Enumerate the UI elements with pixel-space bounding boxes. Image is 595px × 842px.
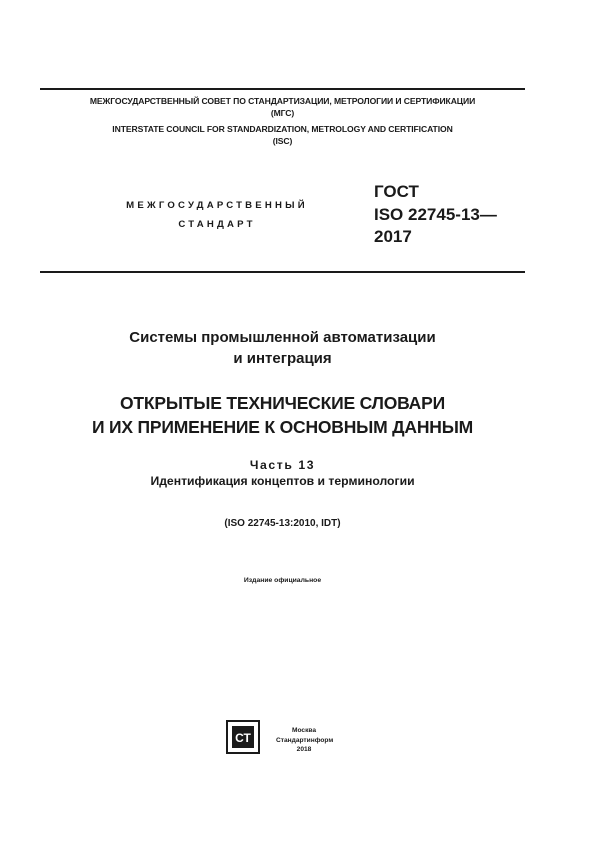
publisher-imprint xyxy=(276,726,332,755)
council-name-ru xyxy=(40,96,525,119)
standard-kind-line2: СТАНДАРТ xyxy=(178,219,256,230)
standard-designation xyxy=(374,181,497,249)
document-title xyxy=(40,392,525,439)
council-name-ru-line: МЕЖГОСУДАРСТВЕННЫЙ СОВЕТ ПО СТАНДАРТИЗАЦИИ, МЕТРОЛОГИИ И СЕРТИФИКАЦИИ xyxy=(89,96,476,106)
publication-year: 2018 xyxy=(296,746,312,754)
standard-kind-line1: МЕЖГОСУДАРСТВЕННЫЙ xyxy=(126,200,308,211)
iso-reference: (ISO 22745-13:2010, IDT) xyxy=(224,518,341,529)
publisher-city: Москва xyxy=(291,727,317,734)
bottom-rule xyxy=(40,271,525,273)
part-title: Идентификация концептов и терминологии xyxy=(150,474,415,488)
part-label: Часть 13 xyxy=(249,458,316,472)
council-abbr-ru: (МГС) xyxy=(270,107,295,118)
standard-year: 2017 xyxy=(374,227,412,246)
series-title xyxy=(40,327,525,369)
publisher-name: Стандартинформ xyxy=(276,736,334,744)
series-title-line1: Системы промышленной автоматизации xyxy=(129,329,436,346)
document-title-line1: ОТКРЫТЫЕ ТЕХНИЧЕСКИЕ СЛОВАРИ xyxy=(120,393,445,413)
council-name-en-line: INTERSTATE COUNCIL FOR STANDARDIZATION, METROLOGY AND CERTIFICATION xyxy=(112,124,453,134)
part-heading xyxy=(40,457,525,489)
publisher-logo-icon xyxy=(226,720,260,754)
standard-kind xyxy=(112,196,322,234)
gost-label: ГОСТ xyxy=(374,182,419,201)
council-abbr-en: (ISC) xyxy=(272,135,293,146)
council-name-en xyxy=(40,124,525,147)
standard-number: ISO 22745-13— xyxy=(374,204,497,224)
series-title-line2: и интеграция xyxy=(233,350,332,367)
edition-note: Издание официальное xyxy=(243,577,322,584)
document-title-line2: И ИХ ПРИМЕНЕНИЕ К ОСНОВНЫМ ДАННЫМ xyxy=(91,416,474,437)
svg-text:СТ: СТ xyxy=(235,731,251,745)
top-rule xyxy=(40,88,525,90)
